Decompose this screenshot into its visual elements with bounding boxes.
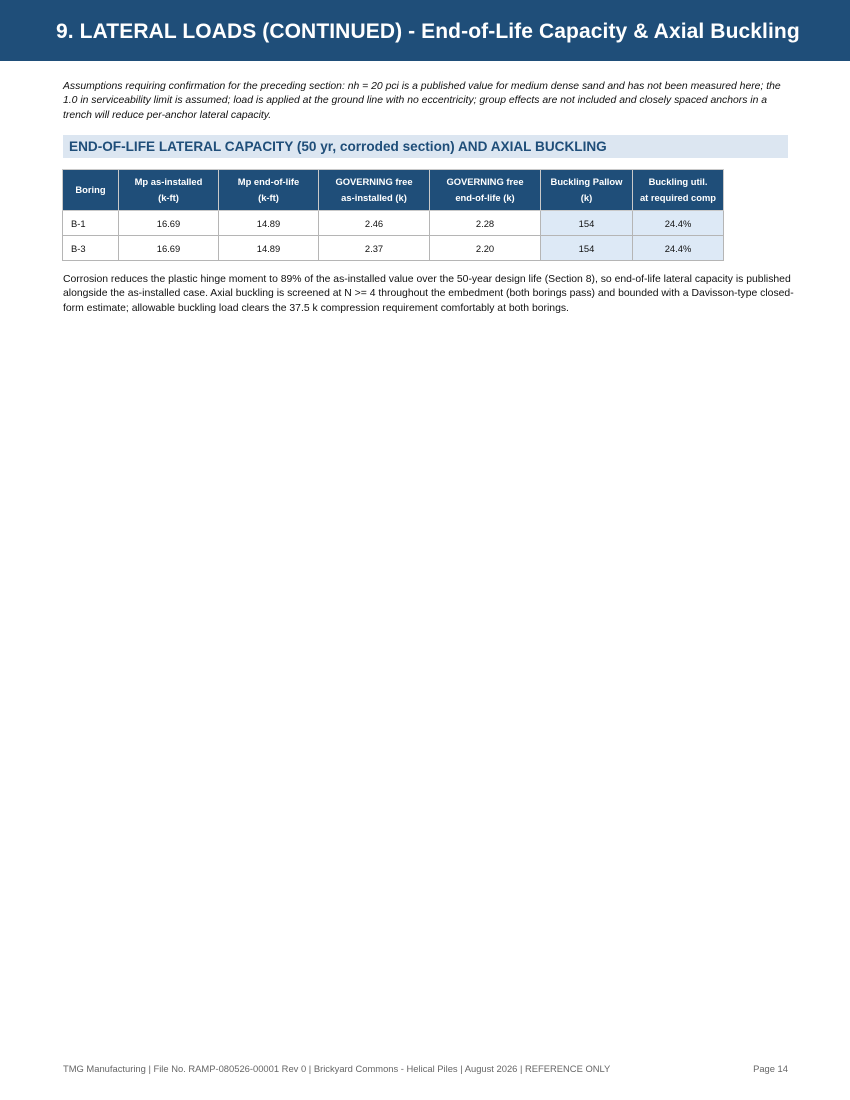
col-header-line1: Boring	[75, 184, 106, 195]
col-header-line2: (k-ft)	[158, 192, 179, 203]
cell-buckling-util: 24.4%	[633, 236, 724, 261]
col-header-boring	[63, 170, 119, 211]
col-header-buckling-pallow	[541, 170, 633, 211]
cell-buckling-util: 24.4%	[633, 211, 724, 236]
cell-governing-end-of-life: 2.20	[430, 236, 541, 261]
cell-mp-end-of-life: 14.89	[219, 211, 319, 236]
col-header-line1: Mp as-installed	[134, 176, 203, 187]
capacity-table	[62, 169, 724, 261]
col-header-line1: GOVERNING free	[446, 176, 524, 187]
section-heading-band	[63, 135, 788, 158]
cell-governing-installed: 2.46	[319, 211, 430, 236]
cell-buckling-pallow: 154	[541, 236, 633, 261]
col-header-line2: end-of-life (k)	[455, 192, 515, 203]
col-header-governing-installed	[319, 170, 430, 211]
col-header-line2: (k-ft)	[258, 192, 279, 203]
footer-page-number: Page 14	[753, 1063, 788, 1074]
col-header-line2: (k)	[580, 192, 593, 203]
col-header-line1: Buckling util.	[648, 176, 708, 187]
col-header-mp-installed	[119, 170, 219, 211]
col-header-line2: at required comp	[639, 192, 717, 203]
table-row	[63, 236, 724, 261]
cell-mp-installed: 16.69	[119, 236, 219, 261]
cell-governing-end-of-life: 2.28	[430, 211, 541, 236]
col-header-line2: as-installed (k)	[341, 192, 407, 203]
narrative-paragraph: Corrosion reduces the plastic hinge moment to 89% of the as-installed value over the 50-year design life (Section 8), so end-of-life lateral capacity is published alongside the as-installed case. Axial buckling is screened at N >= 4 throughout the embedment (both borings pass) and bounded with a Davisson-type closed-form estimate; allowable buckling load clears the 37.5 k compression requirement comfortably at both borings.	[63, 274, 794, 314]
section-title: END-OF-LIFE LATERAL CAPACITY (50 yr, corroded section) AND AXIAL BUCKLING	[69, 139, 607, 154]
footer-document-info: TMG Manufacturing | File No. RAMP-080526-00001 Rev 0 | Brickyard Commons - Helical Piles | August 2026 | REFERENCE ONLY	[63, 1063, 611, 1074]
table-header-row	[63, 170, 724, 211]
col-header-buckling-util	[633, 170, 724, 211]
cell-buckling-pallow: 154	[541, 211, 633, 236]
page-header	[0, 0, 850, 61]
col-header-line1: Mp end-of-life	[237, 176, 300, 187]
cell-boring: B-1	[63, 211, 119, 236]
col-header-mp-end-of-life	[219, 170, 319, 211]
col-header-line1: Buckling Pallow	[550, 176, 623, 187]
cell-governing-installed: 2.37	[319, 236, 430, 261]
assumptions-note: Assumptions requiring confirmation for the preceding section: nh = 20 pci is a published value for medium dense sand and has not been measured here; the 1.0 in serviceability limit is assumed; load is applied at the ground line with no eccentricity; group effects are not included and closely spaced anchors in a trench will reduce per-anchor lateral capacity.	[63, 81, 781, 121]
col-header-governing-end-of-life	[430, 170, 541, 211]
cell-mp-end-of-life: 14.89	[219, 236, 319, 261]
table-row	[63, 211, 724, 236]
cell-boring: B-3	[63, 236, 119, 261]
cell-mp-installed: 16.69	[119, 211, 219, 236]
col-header-line1: GOVERNING free	[335, 176, 413, 187]
page-title: 9. LATERAL LOADS (CONTINUED) - End-of-Life Capacity & Axial Buckling	[56, 20, 800, 43]
